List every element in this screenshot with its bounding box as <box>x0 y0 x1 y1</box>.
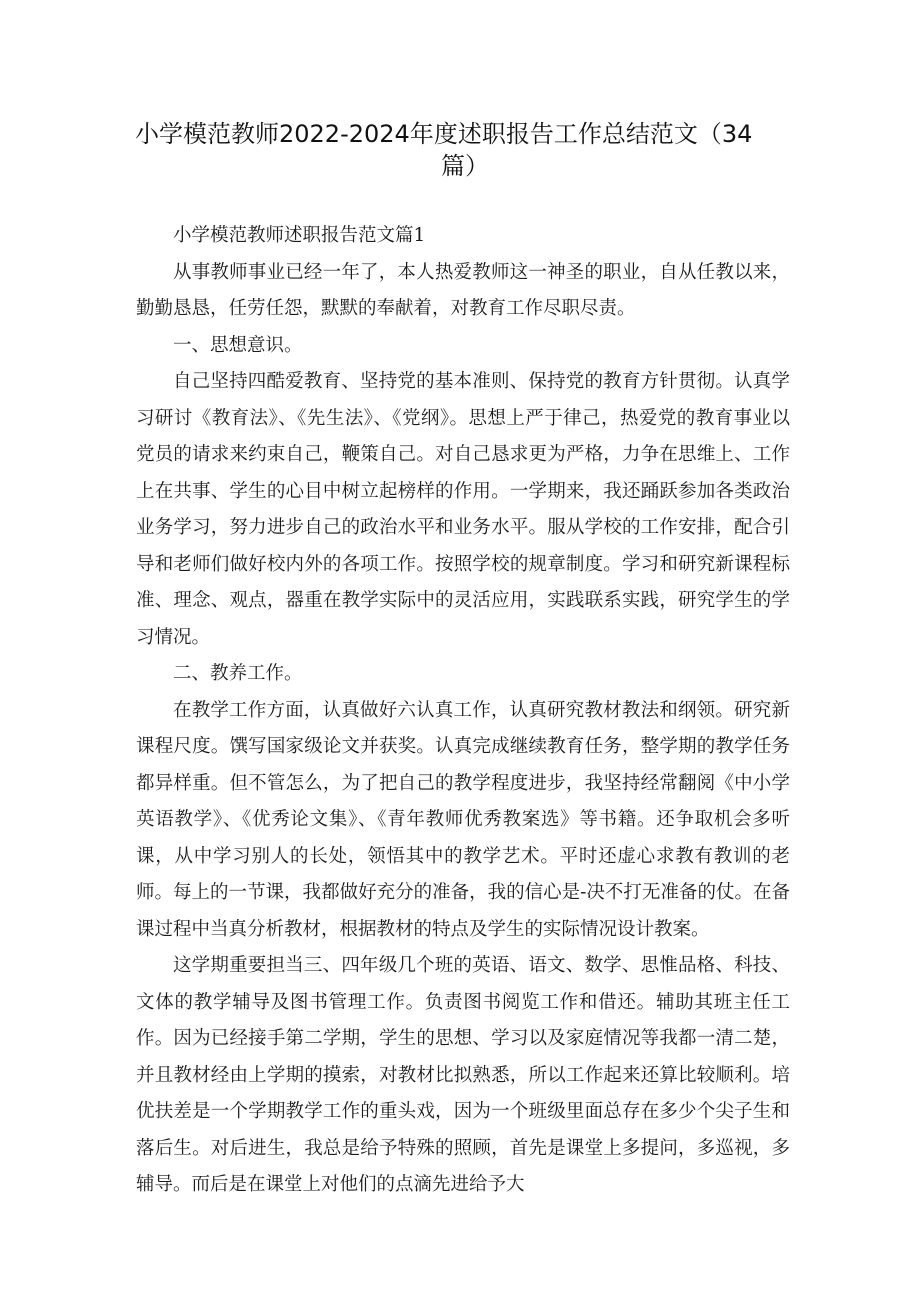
paragraph: 从事教师事业已经一年了，本人热爱教师这一神圣的职业，自从任教以来，勤勤恳恳，任劳任怨，默默的奉献着，对教育工作尽职尽责。 <box>136 261 790 319</box>
title-line-2: 篇） <box>441 152 489 180</box>
paragraph: 在教学工作方面，认真做好六认真工作，认真研究教材教法和纲领。研究新课程尺度。馔写国家级论文并获奖。认真完成继续教育任务，整学期的教学任务都异样重。但不管怎么，为了把自己的教学程度进步，我坚持经常翻阅《中小学英语教学》、《优秀论文集》、《青年教师优秀教案选》等书籍。还争取机会多听课，从中学习别人的长处，领悟其中的教学艺术。平时还虚心求教有教训的老师。每上的一节课，我都做好充分的准备，我的信心是-决不打无准备的仗。在备课过程中当真分析教材，根据教材的特点及学生的实际情况设计教案。 <box>136 699 790 940</box>
paragraph: 这学期重要担当三、四年级几个班的英语、语文、数学、思惟品格、科技、文体的教学辅导及图书管理工作。负责图书阅览工作和借还。辅助其班主任工作。因为已经接手第二学期，学生的思想、学习以及家庭情况等我都一清二楚，并且教材经由上学期的摸索，对教材比拟熟悉，所以工作起来还算比较顺利。培优扶差是一个学期教学工作的重头戏，因为一个班级里面总存在多少个尖子生和落后生。对后进生，我总是给予特殊的照顾，首先是课堂上多提问，多巡视，多辅导。而后是在课堂上对他们的点滴先进给予大 <box>136 955 790 1195</box>
document-title <box>135 118 795 182</box>
section-heading: 小学模范教师述职报告范文篇1 <box>173 225 426 246</box>
subheading: 一、思想意识。 <box>173 334 303 356</box>
title-line-1: 小学模范教师2022-2024年度述职报告工作总结范文（34 <box>135 120 753 148</box>
paragraph: 自己坚持四酷爱教育、坚持党的基本准则、保持党的教育方针贯彻。认真学习研讨《教育法》、《先生法》、《党纲》。思想上严于律己，热爱党的教育事业以党员的请求来约束自己，鞭策自己。对自己恳求更为严格，力争在思维上、工作上在共事、学生的心目中树立起榜样的作用。一学期来，我还踊跃参加各类政治业务学习，努力进步自己的政治水平和业务水平。服从学校的工作安排，配合引导和老师们做好校内外的各项工作。按照学校的规章制度。学习和研究新课程标准、理念、观点，器重在教学实际中的灵活应用，实践联系实践，研究学生的学习情况。 <box>136 371 790 648</box>
subheading: 二、教养工作。 <box>173 663 303 684</box>
document-body <box>136 218 790 1204</box>
